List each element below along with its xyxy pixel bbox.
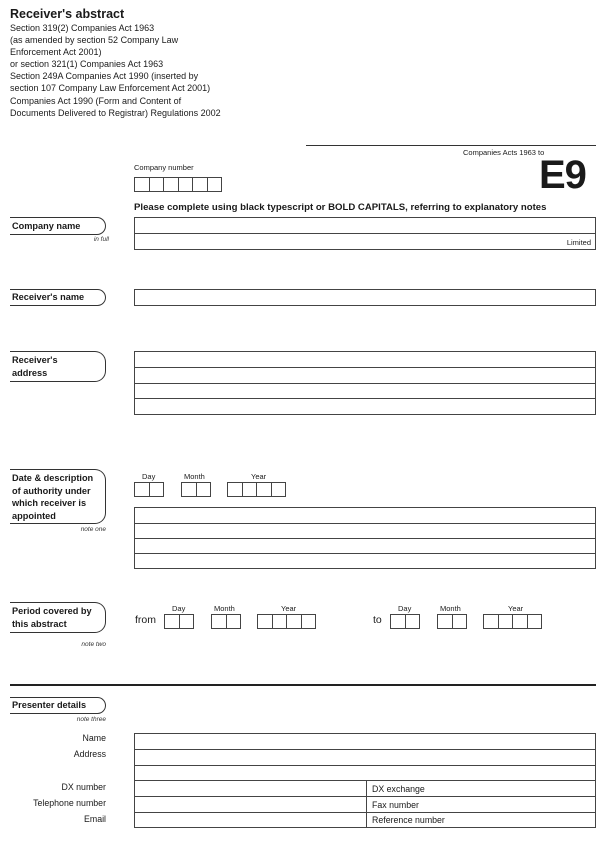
month-label: Month	[440, 604, 461, 613]
digit-box[interactable]	[405, 614, 421, 629]
legal-reference-line: or section 321(1) Companies Act 1963	[10, 59, 164, 70]
fax-cell[interactable]: Fax number	[372, 800, 419, 810]
digit-box[interactable]	[134, 482, 150, 497]
field-row[interactable]	[135, 352, 595, 368]
legal-references	[10, 22, 310, 119]
authority-day-field[interactable]	[134, 482, 163, 497]
digit-box[interactable]	[390, 614, 406, 629]
field-row[interactable]	[135, 384, 595, 399]
digit-box[interactable]	[192, 177, 208, 192]
digit-box[interactable]	[196, 482, 212, 497]
label-line: Period covered by	[12, 606, 92, 616]
label-line: which receiver is	[12, 498, 87, 508]
reference-cell[interactable]: Reference number	[372, 815, 445, 825]
company-name-field[interactable]	[134, 217, 596, 250]
period-from-month-field[interactable]	[211, 614, 240, 629]
period-to-month-field[interactable]	[437, 614, 466, 629]
to-label: to	[373, 614, 382, 626]
digit-box[interactable]	[242, 482, 258, 497]
email-label: Email	[84, 814, 106, 824]
field-row[interactable]	[135, 539, 595, 554]
period-note: note two	[81, 641, 106, 648]
digit-box[interactable]	[271, 482, 287, 497]
presenter-name-row[interactable]	[135, 734, 595, 750]
digit-box[interactable]	[512, 614, 528, 629]
field-row[interactable]	[135, 368, 595, 384]
field-row[interactable]	[135, 234, 595, 249]
field-row[interactable]	[135, 399, 595, 414]
digit-box[interactable]	[452, 614, 468, 629]
legal-reference-line: section 107 Company Law Enforcement Act 2001)	[10, 83, 211, 94]
digit-box[interactable]	[211, 614, 227, 629]
digit-box[interactable]	[164, 614, 180, 629]
digit-box[interactable]	[498, 614, 514, 629]
company-number-field[interactable]	[134, 177, 221, 192]
digit-box[interactable]	[527, 614, 543, 629]
period-label	[12, 605, 92, 630]
digit-box[interactable]	[256, 482, 272, 497]
receivers-name-label: Receiver's name	[12, 292, 85, 302]
field-row[interactable]	[135, 524, 595, 539]
digit-box[interactable]	[272, 614, 288, 629]
dx-number-cell[interactable]	[135, 781, 367, 796]
dx-exchange-cell[interactable]: DX exchange	[372, 784, 425, 794]
year-label: Year	[281, 604, 297, 613]
digit-box[interactable]	[149, 482, 165, 497]
dx-number-label: DX number	[61, 782, 106, 792]
company-name-note: in full	[93, 236, 109, 243]
day-label: Day	[172, 604, 186, 613]
field-row[interactable]	[135, 554, 595, 568]
authority-year-field[interactable]	[227, 482, 285, 497]
digit-box[interactable]	[286, 614, 302, 629]
presenter-dx-row[interactable]	[135, 781, 595, 797]
authority-month-field[interactable]	[181, 482, 210, 497]
email-cell[interactable]	[135, 813, 367, 827]
section-divider	[10, 684, 596, 686]
authority-description-field[interactable]	[134, 507, 596, 569]
period-from-year-field[interactable]	[257, 614, 315, 629]
label-line: this abstract	[12, 618, 67, 629]
digit-box[interactable]	[178, 177, 194, 192]
day-label: Day	[142, 472, 156, 481]
presenter-details-field[interactable]	[134, 733, 596, 828]
label-line: Receiver's	[12, 355, 58, 365]
legal-reference-line: Section 249A Companies Act 1990 (inserted by	[10, 71, 199, 82]
telephone-label: Telephone number	[33, 798, 106, 808]
label-line: address	[12, 367, 48, 378]
company-name-label: Company name	[12, 221, 81, 231]
legal-reference-line: Documents Delivered to Registrar) Regulations 2002	[10, 107, 221, 118]
authority-label	[12, 472, 93, 522]
digit-box[interactable]	[257, 614, 273, 629]
company-number-label: Company number	[134, 163, 194, 172]
presenter-note: note three	[76, 716, 106, 723]
year-label: Year	[251, 472, 267, 481]
label-line: appointed	[12, 510, 56, 521]
label-line: of authority under	[12, 485, 91, 496]
month-label: Month	[184, 472, 205, 481]
telephone-cell[interactable]	[135, 797, 367, 812]
digit-box[interactable]	[134, 177, 150, 192]
digit-box[interactable]	[179, 614, 195, 629]
presenter-email-row[interactable]	[135, 813, 595, 827]
name-label: Name	[82, 733, 106, 743]
receivers-address-label	[12, 354, 58, 379]
acts-label: Companies Acts 1963 to	[463, 148, 545, 157]
from-label: from	[135, 614, 156, 626]
digit-box[interactable]	[437, 614, 453, 629]
limited-suffix: Limited	[566, 238, 591, 247]
field-row[interactable]	[135, 508, 595, 524]
digit-box[interactable]	[483, 614, 499, 629]
period-from-day-field[interactable]	[164, 614, 193, 629]
presenter-address-row[interactable]	[135, 750, 595, 766]
presenter-address-row[interactable]	[135, 766, 595, 781]
digit-box[interactable]	[207, 177, 223, 192]
field-row[interactable]	[135, 218, 595, 234]
legal-reference-line: Section 319(2) Companies Act 1963	[10, 23, 155, 33]
legal-reference-line: Enforcement Act 2001)	[10, 47, 102, 58]
header-rule	[306, 145, 596, 146]
legal-reference-line: (as amended by section 52 Company Law	[10, 35, 179, 46]
form-code: E9	[539, 153, 586, 197]
receivers-address-field[interactable]	[134, 351, 596, 415]
legal-reference-line: Companies Act 1990 (Form and Content of	[10, 95, 182, 106]
authority-note: note one	[80, 526, 106, 533]
instruction-text: Please complete using black typescript or BOLD CAPITALS, referring to explanatory notes	[134, 202, 547, 213]
digit-box[interactable]	[227, 482, 243, 497]
period-to-year-field[interactable]	[483, 614, 541, 629]
month-label: Month	[214, 604, 235, 613]
address-label: Address	[73, 749, 106, 759]
digit-box[interactable]	[163, 177, 179, 192]
digit-box[interactable]	[149, 177, 165, 192]
digit-box[interactable]	[301, 614, 317, 629]
presenter-phone-row[interactable]	[135, 797, 595, 813]
presenter-label: Presenter details	[12, 700, 87, 710]
form-title: Receiver's abstract	[10, 7, 125, 21]
day-label: Day	[398, 604, 412, 613]
digit-box[interactable]	[226, 614, 242, 629]
digit-box[interactable]	[181, 482, 197, 497]
year-label: Year	[508, 604, 524, 613]
period-to-day-field[interactable]	[390, 614, 419, 629]
label-line: Date & description	[12, 473, 94, 483]
receivers-name-field[interactable]	[134, 289, 596, 306]
